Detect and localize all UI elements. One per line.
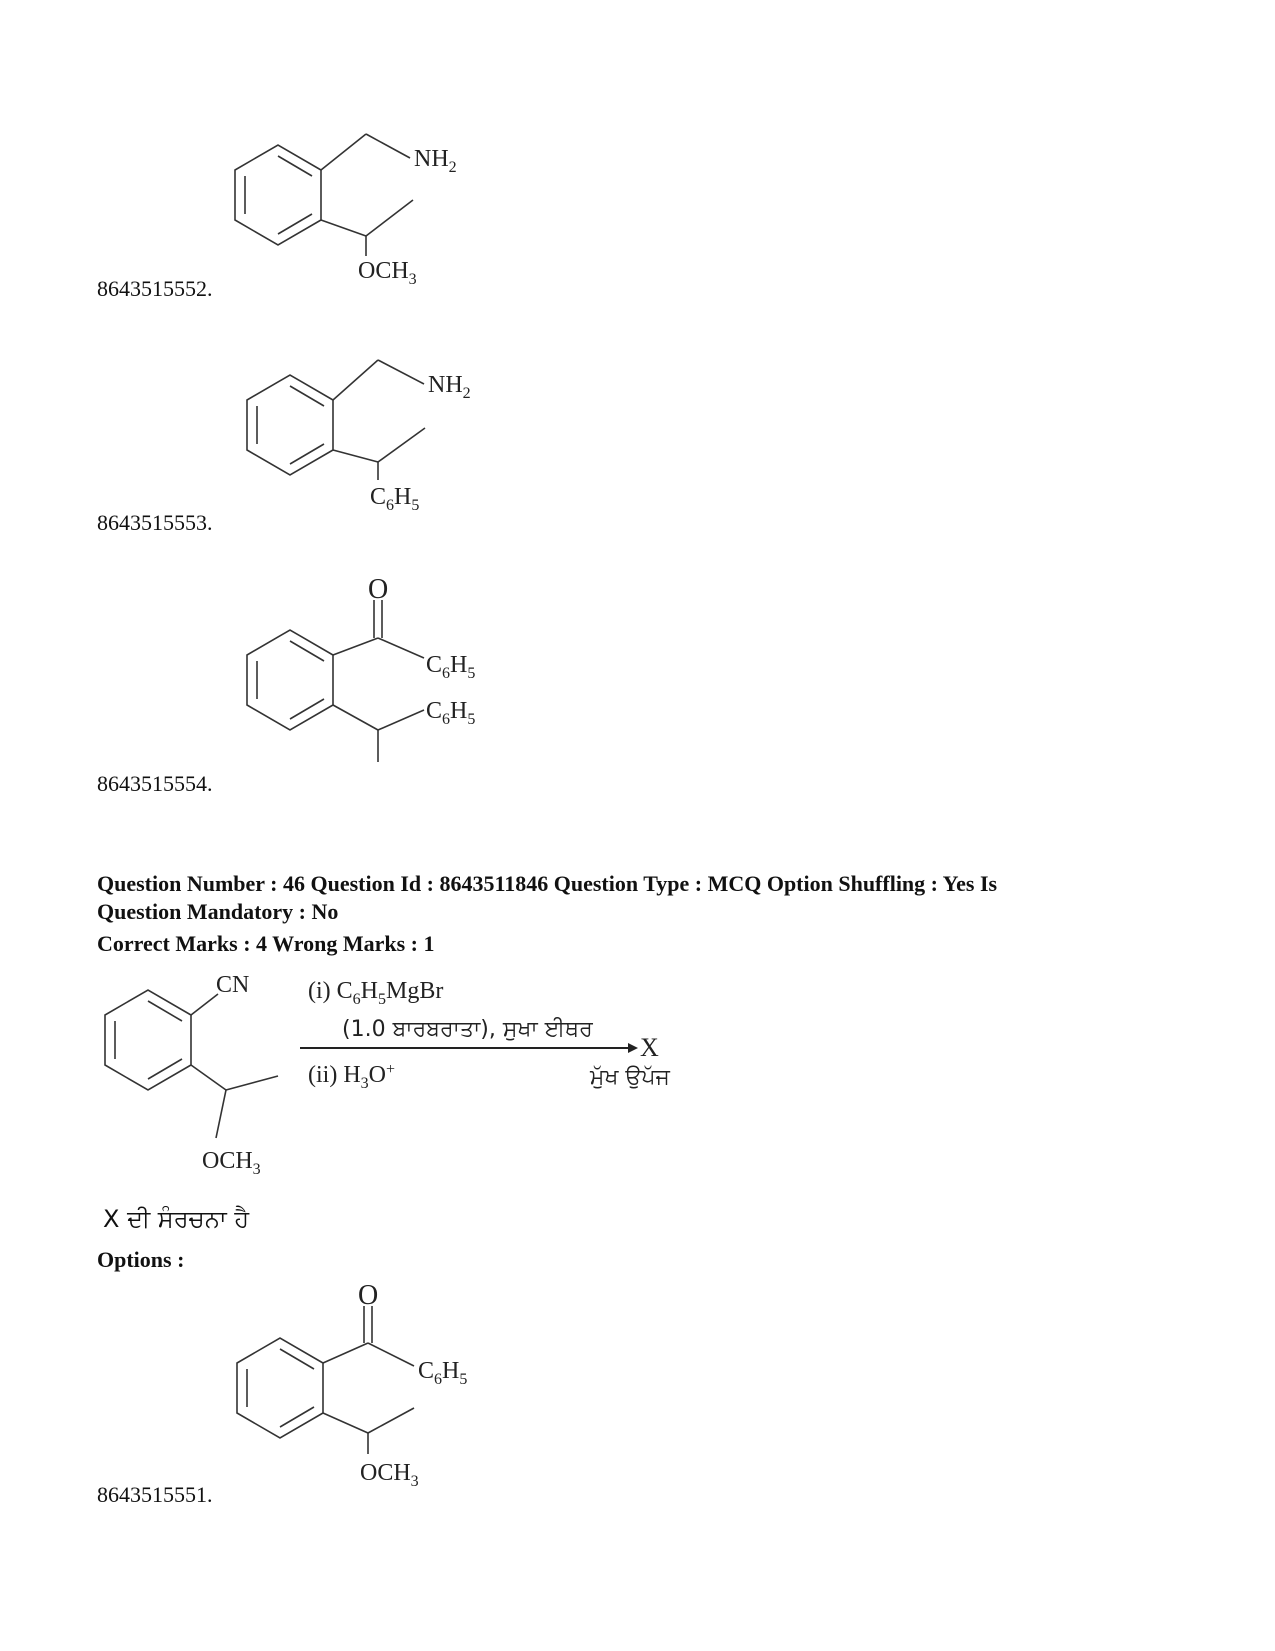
methoxy-label: OCH xyxy=(202,1148,253,1174)
option-id: 8643515553. xyxy=(97,510,213,535)
reaction-scheme xyxy=(90,960,710,1190)
carbonyl-oxygen-label: O xyxy=(358,1280,379,1311)
carbonyl-oxygen-label: O xyxy=(368,574,389,605)
amine-label: NH xyxy=(428,372,463,398)
svg-text:OCH3: $OCH_3$ xyxy=(358,258,417,288)
structure-option-8643515551 xyxy=(222,1278,512,1498)
svg-text:NH2: $NH_2$ xyxy=(428,372,471,402)
reagent-step2: (ii) H xyxy=(308,1062,361,1088)
amine-label: NH xyxy=(414,146,449,172)
methoxy-label: OCH xyxy=(358,258,409,284)
product-label: ਮੁੱਖ ਉਪੱਜ xyxy=(590,1065,670,1090)
question-header xyxy=(97,870,1197,958)
reagent-condition: (1.0 ਬਾਰਬਰਾਤਾ), ਸੁਖਾ ਈਥਰ xyxy=(342,1017,593,1042)
phenyl-label: C xyxy=(418,1358,435,1384)
svg-text:C6H5: $C_6H_5$ xyxy=(426,698,476,728)
svg-text:(ii) H3O+: (ii) $H_3O^+$ xyxy=(308,1061,396,1092)
phenyl-label: C xyxy=(426,698,443,724)
product-x: X xyxy=(640,1033,659,1062)
nitrile-label: CN xyxy=(216,972,250,998)
question-meta-line1: Question Number : 46 Question Id : 8643511846 Question Type : MCQ Option Shuffling : Yes Is xyxy=(97,871,998,896)
methoxy-label: OCH xyxy=(360,1460,411,1486)
options-label: Options : xyxy=(97,1247,185,1272)
option-id: 8643515551. xyxy=(97,1482,213,1507)
structure-option-8643515552 xyxy=(220,120,500,290)
question-marks: Correct Marks : 4 Wrong Marks : 1 xyxy=(97,931,435,956)
option-id: 8643515552. xyxy=(97,276,213,301)
structure-option-8643515554 xyxy=(232,570,512,770)
svg-text:NH2: $NH_2$ xyxy=(414,146,457,176)
svg-text:C6H5: $C_6H_5$ xyxy=(418,1358,468,1388)
svg-text:(i) C6H5MgBr: (i) $C_6H_5MgBr$ xyxy=(308,978,444,1008)
svg-text:OCH3: $OCH_3$ xyxy=(360,1460,419,1490)
phenyl-label: C xyxy=(426,652,443,678)
phenyl-label: C xyxy=(370,484,387,510)
svg-text:C6H5: $C_6H_5$ xyxy=(370,484,420,514)
reagent-step1: (i) C xyxy=(308,978,353,1004)
option-id: 8643515554. xyxy=(97,771,213,796)
structure-option-8643515553 xyxy=(232,350,512,520)
svg-text:C6H5: $C_6H_5$ xyxy=(426,652,476,682)
question-meta-line2: Question Mandatory : No xyxy=(97,899,339,924)
svg-text:OCH3: $OCH_3$ xyxy=(202,1148,261,1178)
question-prompt: X ਦੀ ਸੰਰਚਨਾ ਹੈ xyxy=(103,1205,250,1233)
